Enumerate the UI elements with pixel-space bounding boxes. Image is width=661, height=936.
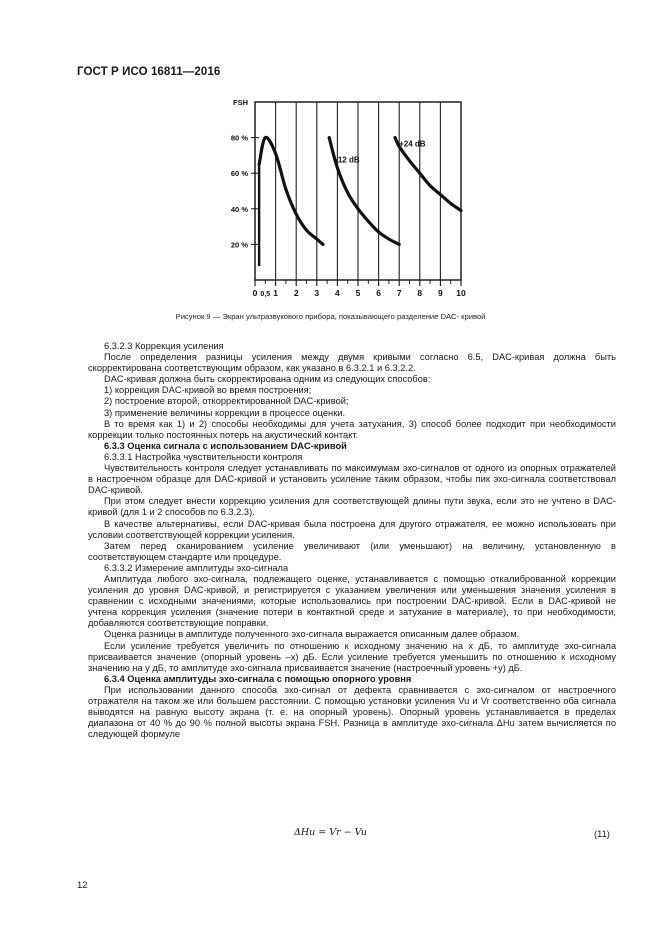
x-minor-tick-label: 0,5 [260, 291, 271, 298]
dac-curve-chart [225, 90, 475, 308]
x-tick-label: 4 [335, 288, 340, 298]
subsection-heading: 6.3.3.2 Измерение амплитуды эхо-сигнала [104, 562, 289, 573]
paragraph: При этом следует внести коррекцию усиления для соответствующей длины пути звука, если это не учтено в DAC-кривой (для 1 и 2 способов по 6.3.2.3). [88, 496, 616, 518]
subsection-heading: 6.3.3.1 Настройка чувствительности контроля [104, 451, 303, 462]
paragraph: После определения разницы усиления между двумя кривыми согласно 6.5, DAC-кривая должна быть скорректирована соответствующим образом, как указано в 6.3.2.1 и 6.3.2.2. [88, 352, 616, 374]
paragraph: Если усиление требуется увеличить по отношению к исходному значению на x дБ, то амплитуде эхо-сигнала присваивается значение (опорный уровень –x) дБ. Если усиление требуется уменьшить по отношению к исходному значению на y дБ, то амплитуде эхо-сигнала присваивается значение (настроечный уровень +y) дБ. [88, 640, 616, 673]
formula: ΔHu = Vr − Vu [293, 827, 368, 838]
series-label: +12 dB [333, 155, 360, 165]
chart-series [259, 137, 461, 266]
paragraph: 6.3.2.3 Коррекция усиления [104, 341, 224, 351]
paragraph: В качестве альтернативы, если DAC-кривая была построена для другого отражателя, ее можно использовать при условии соответствующей коррекции усиления. [88, 518, 616, 540]
y-axis-label: FSH [233, 98, 248, 107]
x-tick-label: 7 [396, 288, 402, 298]
section-heading: 6.3.3 Оценка сигнала с использованием DAC-кривой [104, 440, 347, 451]
series-line-2 [329, 138, 399, 245]
series-label: +24 dB [399, 139, 426, 149]
list-item: 1) коррекция DAC-кривой во время построения; [104, 385, 312, 396]
page-number: 12 [77, 880, 88, 891]
y-tick-label: 60 % [230, 169, 248, 179]
chart-labels [231, 98, 466, 298]
y-tick-label: 80 % [230, 133, 248, 143]
paragraph: Амплитуда любого эхо-сигнала, подлежащего оценке, устанавливается с помощью откалиброванной коррекции усиления до уровня DAC-кривой, и регистрируется с указанием увеличения или уменьшения значения усиления в сравнении с исходными значениями, которые использовались при построении DAC-кривой. Если в DAC-кривой не учтена коррекция усиления (значение потери в контактной среде и затухание в материале), то при необходимости, добавляются соответствующие поправки. [88, 573, 616, 629]
x-tick-label: 1 [273, 288, 278, 298]
figure-caption: Рисунок 9 — Экран ультразвукового прибора, показывающего разделение DAC- кривой [175, 312, 486, 321]
section-heading: 6.3.4 Оценка амплитуды эхо-сигнала с помощью опорного уровня [104, 673, 412, 684]
chart-grid [251, 102, 461, 286]
document-header: ГОСТ Р ИСО 16811—2016 [77, 66, 221, 78]
x-tick-label: 8 [417, 288, 423, 298]
list-item: 2) построение второй, откорректированной DAC-кривой; [104, 396, 349, 407]
y-tick-label: 20 % [230, 240, 248, 250]
paragraph: Чувствительность контроля следует устанавливать по максимумам эхо-сигналов от одного из опорных отражателей в настроечном образце для DAC-кривой и установить усиление таким образом, чтобы пик эхо-сигнала соответствовал DAC-кривой. [88, 463, 616, 496]
paragraph: При использовании данного способа эхо-сигнал от дефекта сравнивается с эхо-сигналом от настроечного отражателя на таком же или большем расстоянии. С помощью установки усиления Vu и Vr соответственно оба сигнала выводятся на равную высоту экрана (т. е. на опорный уровень). Опорный уровень устанавливается в пределах диапазона от 40 % до 90 % полной высоты экрана FSH. Разница в амплитуде эхо-сигнала ΔHu затем вычисляется по следующей формуле [88, 684, 616, 740]
x-tick-label: 0 [252, 288, 258, 298]
x-tick-label: 9 [438, 288, 443, 298]
body-text [88, 341, 616, 740]
y-tick-label: 40 % [230, 204, 248, 214]
list-item: 3) применение величины коррекции в процессе оценки. [104, 407, 346, 418]
series-line-1 [259, 137, 323, 244]
x-tick-label: 10 [456, 288, 466, 298]
paragraph: В то время как 1) и 2) способы необходимы для учета затухания, 3) способ более подходит при необходимости коррекции только постоянных потерь на акустический контакт. [88, 418, 616, 440]
x-tick-label: 2 [293, 288, 299, 298]
equation-number: (11) [594, 829, 610, 839]
paragraph: DAC-кривая должна быть скорректирована одним из следующих способов: [104, 374, 431, 385]
paragraph: Оценка разницы в амплитуде полученного эхо-сигнала выражается описанным далее образом. [104, 629, 520, 640]
x-tick-label: 5 [355, 288, 361, 298]
x-tick-label: 6 [376, 288, 381, 298]
paragraph: Затем перед сканированием усиление увеличивают (или уменьшают) на величину, установленную в соответствующем стандарте или процедуре. [88, 540, 616, 562]
x-tick-label: 3 [314, 288, 320, 298]
